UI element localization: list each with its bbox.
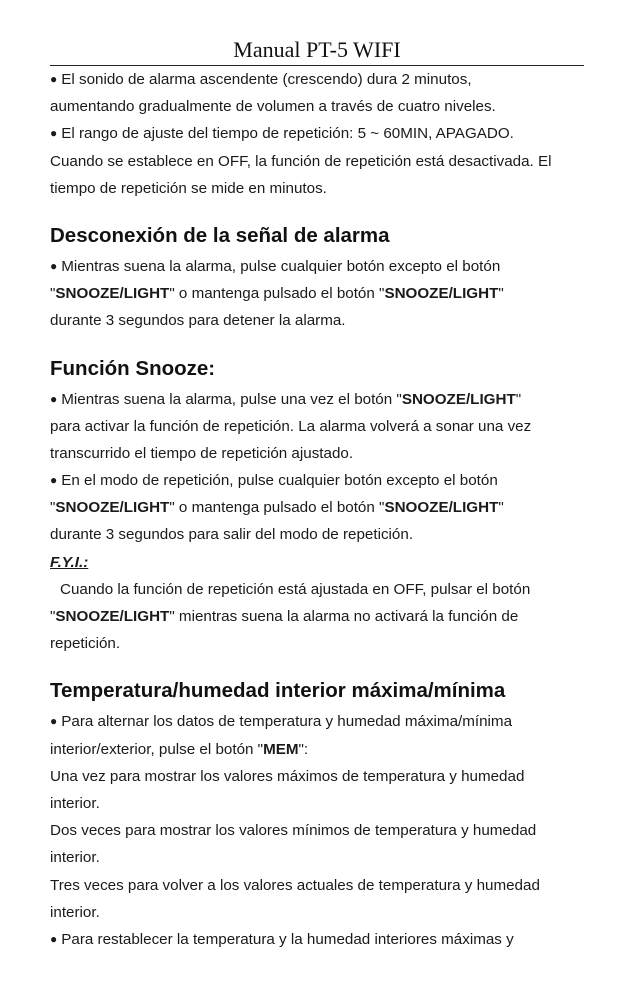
intro-line-1: ● El sonido de alarma ascendente (crescendo) dura 2 minutos, [50, 71, 472, 88]
snooze-line-3: transcurrido el tiempo de repetición ajustado. [50, 444, 354, 462]
section-heading-alarm-off: Desconexión de la señal de alarma [50, 223, 390, 247]
fyi-line-3: repetición. [50, 635, 121, 653]
intro-line-3: ● El rango de ajuste del tiempo de repetición: 5 ~ 60MIN, APAGADO. [50, 125, 514, 143]
key-label: SNOOZE/LIGHT [401, 390, 516, 408]
bullet-icon: ● [50, 931, 58, 946]
bullet-icon: ● [50, 391, 58, 406]
minmax-line-9: ● Para restablecer la temperatura y la humedad interiores máximas y [50, 930, 514, 948]
snooze-line-1: ● Mientras suena la alarma, pulse una vez el botón "SNOOZE/LIGHT" [50, 390, 522, 408]
intro-line-4: Cuando se establece en OFF, la función de repetición está desactivada. El [50, 152, 552, 170]
alarm-off-line-2: "SNOOZE/LIGHT" o mantenga pulsado el botón "SNOOZE/LIGHT" [50, 285, 504, 303]
key-label: SNOOZE/LIGHT [55, 608, 170, 625]
snooze-line-5: "SNOOZE/LIGHT" o mantenga pulsado el botón "SNOOZE/LIGHT" [50, 499, 504, 517]
key-label: SNOOZE/LIGHT [384, 499, 499, 517]
bullet-icon: ● [50, 714, 58, 729]
alarm-off-line-1: ● Mientras suena la alarma, pulse cualquier botón excepto el botón [50, 257, 501, 275]
minmax-line-1: ● Para alternar los datos de temperatura y humedad máxima/mínima [50, 713, 513, 731]
minmax-line-6: interior. [50, 849, 100, 867]
fyi-line-2: "SNOOZE/LIGHT" mientras suena la alarma no activará la función de [50, 608, 519, 625]
fyi-line-1: Cuando la función de repetición está ajustada en OFF, pulsar el botón [60, 580, 531, 598]
bullet-icon: ● [50, 473, 58, 488]
section-heading-minmax: Temperatura/humedad interior máxima/mínima [50, 679, 506, 703]
bullet-icon: ● [50, 258, 58, 273]
minmax-line-2: interior/exterior, pulse el botón "MEM": [50, 740, 309, 758]
minmax-line-8: interior. [50, 903, 100, 921]
minmax-line-3: Una vez para mostrar los valores máximos de temperatura y humedad [50, 767, 525, 785]
snooze-line-4: ● En el modo de repetición, pulse cualquier botón excepto el botón [50, 472, 498, 490]
snooze-line-2: para activar la función de repetición. La alarma volverá a sonar una vez [50, 417, 532, 435]
alarm-off-line-3: durante 3 segundos para detener la alarma. [50, 312, 346, 330]
key-label: SNOOZE/LIGHT [55, 499, 170, 517]
key-label: SNOOZE/LIGHT [55, 285, 170, 303]
fyi-label: F.Y.I.: [50, 553, 89, 571]
bullet-icon: ● [50, 126, 58, 141]
minmax-line-7: Tres veces para volver a los valores actuales de temperatura y humedad [50, 876, 540, 894]
minmax-line-4: interior. [50, 794, 100, 812]
minmax-line-5: Dos veces para mostrar los valores mínimos de temperatura y humedad [50, 822, 537, 840]
snooze-line-6: durante 3 segundos para salir del modo de repetición. [50, 526, 414, 544]
key-label: MEM [263, 740, 299, 758]
page-title: Manual PT-5 WIFI [233, 37, 401, 62]
key-label: SNOOZE/LIGHT [384, 285, 499, 303]
section-heading-snooze: Función Snooze: [50, 356, 216, 380]
intro-line-5: tiempo de repetición se mide en minutos. [50, 179, 327, 197]
intro-line-2: aumentando gradualmente de volumen a través de cuatro niveles. [50, 98, 496, 116]
bullet-icon: ● [50, 72, 58, 86]
page-body [50, 66, 590, 953]
